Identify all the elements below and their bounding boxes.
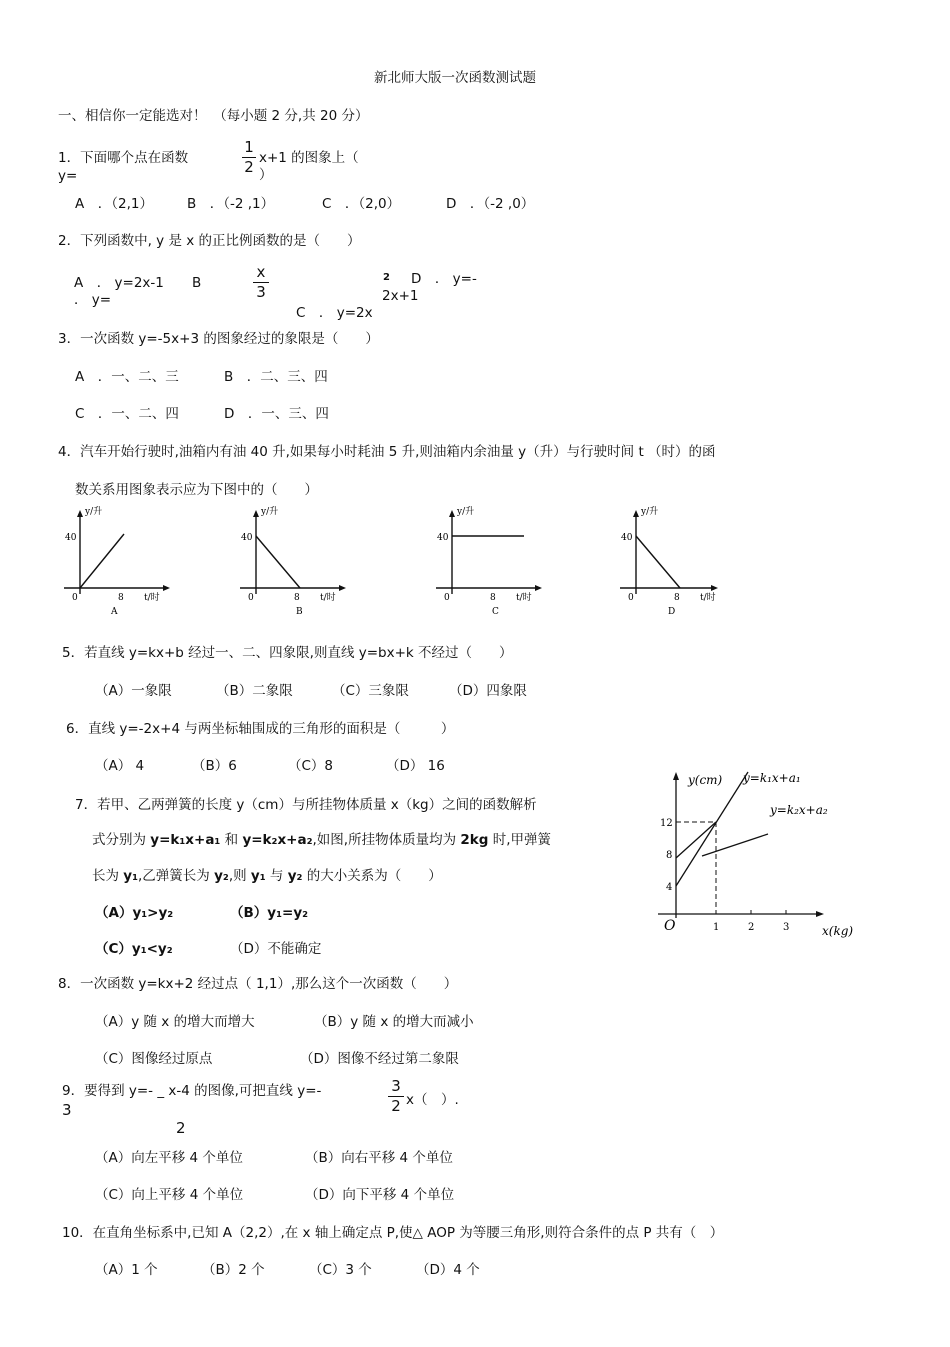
q3-option-d: D ．一、三、四	[224, 406, 329, 422]
q1-tail: x+1 的图象上（	[259, 150, 359, 166]
q10-option-c: （C）3 个	[309, 1262, 372, 1278]
q7-y1: y₁	[250, 868, 266, 884]
q6-option-a: （A） 4	[95, 758, 145, 774]
x-axis-label: t/时	[516, 593, 532, 603]
q7-text: 的大小关系为（ ）	[302, 868, 442, 884]
x-axis-label: t/时	[320, 593, 336, 603]
graph-line	[80, 534, 124, 588]
q2-option-c: C ． y=2x	[296, 305, 373, 321]
q1-option-d: D ．（-2 ,0）	[446, 196, 535, 212]
q8-option-b: （B）y 随 x 的增大而减小	[314, 1014, 474, 1030]
graph-caption: A	[111, 607, 118, 617]
graph-caption: B	[296, 607, 303, 617]
q1-option-a: A ．（2,1）	[75, 196, 153, 212]
q4-stem-line1: 4．汽车开始行驶时,油箱内有油 40 升,如果每小时耗油 5 升,则油箱内余油量 y（升）与行驶时间 t （时）的函	[58, 444, 716, 460]
q7-stem-line2	[92, 832, 551, 848]
q5-stem: 5．若直线 y=kx+b 经过一、二、四象限,则直线 y=bx+k 不经过（ ）	[62, 645, 513, 661]
q1-option-b: B ．（-2 ,1）	[187, 196, 275, 212]
q7-text: 式分别为	[92, 832, 151, 848]
x-tick-3: 3	[783, 922, 790, 933]
y-tick-12: 12	[660, 818, 673, 829]
q4-graph-b	[236, 502, 356, 620]
y-axis-label: y(cm)	[688, 773, 723, 787]
y-tick-40: 40	[241, 533, 253, 543]
q6-option-d: （D） 16	[386, 758, 445, 774]
q7-eq1: y=k₁x+a₁	[150, 832, 221, 848]
q6-option-c: （C）8	[288, 758, 334, 774]
line-k2	[702, 834, 768, 856]
q2-option-d: D ． y=-	[411, 271, 477, 287]
q9-fraction	[388, 1078, 404, 1116]
q2-fraction	[253, 264, 269, 302]
line2-label: y=k₂x+a₂	[770, 803, 828, 817]
x-tick-8: 8	[490, 593, 496, 603]
q2-frac-den: 3	[256, 283, 266, 302]
q8-stem: 8．一次函数 y=kx+2 经过点（ 1,1）,那么这个一次函数（ ）	[58, 976, 458, 992]
q7-y1: y₁	[123, 868, 139, 884]
q10-option-d: （D）4 个	[416, 1262, 480, 1278]
x-axis-arrow	[816, 911, 824, 917]
q2-option-b: B	[192, 275, 202, 291]
q7-text: ,如图,所挂物体质量均为	[312, 832, 461, 848]
q9-stray-3: 3	[62, 1101, 72, 1119]
x-axis-arrow	[163, 585, 170, 591]
q10-stem: 10．在直角坐标系中,已知 A（2,2）,在 x 轴上确定点 P,使△ AOP 为等腰三角形,则符合条件的点 P 共有（ ）	[62, 1225, 724, 1241]
origin-label: 0	[72, 593, 78, 603]
graph-caption: C	[492, 607, 499, 617]
q7-text: ,则	[228, 868, 251, 884]
q7-text: ,乙弹簧长为	[138, 868, 215, 884]
q4-graph-c	[432, 502, 552, 620]
q7-y2: y₂	[287, 868, 303, 884]
q7-mass: 2kg	[460, 832, 489, 848]
q7-text: 与	[265, 868, 288, 884]
q7-option-b: （B）y₁=y₂	[230, 905, 309, 921]
origin-label: 0	[248, 593, 254, 603]
x-tick-8: 8	[294, 593, 300, 603]
x-tick-8: 8	[118, 593, 124, 603]
q4-graph-d	[616, 502, 736, 620]
q2-option-a: A ． y=2x-1	[74, 275, 164, 291]
origin-label: 0	[628, 593, 634, 603]
q3-option-b: B ．二、三、四	[224, 369, 328, 385]
y-axis-arrow	[253, 510, 259, 517]
q1-y-eq: y=	[58, 168, 78, 184]
y-axis-arrow	[77, 510, 83, 517]
q6-option-b: （B）6	[192, 758, 237, 774]
q7-stem-line3	[92, 868, 442, 884]
line1-label: y=k₁x+a₁	[743, 771, 801, 785]
section-heading: 一、相信你一定能选对！ （每小题 2 分,共 20 分）	[58, 108, 369, 124]
y-axis-arrow	[673, 772, 679, 780]
q9-option-a: （A）向左平移 4 个单位	[95, 1150, 243, 1166]
y-axis-arrow	[449, 510, 455, 517]
q1-option-c: C ．（2,0）	[322, 196, 401, 212]
x-tick-1: 1	[713, 922, 720, 933]
y-tick-4: 4	[666, 882, 673, 893]
q7-text: 长为	[92, 868, 124, 884]
x-axis-label: x(kg)	[822, 924, 854, 938]
q2-stem: 2．下列函数中, y 是 x 的正比例函数的是（ ）	[58, 233, 361, 249]
q10-option-b: （B）2 个	[202, 1262, 265, 1278]
q1-frac-num: 1	[244, 138, 254, 156]
q3-option-c: C ．一、二、四	[75, 406, 179, 422]
y-axis-label: y/升	[261, 507, 279, 517]
q9-option-d: （D）向下平移 4 个单位	[305, 1187, 455, 1203]
y-axis-label: y/升	[85, 507, 103, 517]
x-tick-2: 2	[748, 922, 755, 933]
q1-close: ）	[259, 167, 273, 183]
y-tick-40: 40	[65, 533, 77, 543]
q5-option-b: （B）二象限	[216, 683, 293, 699]
q9-option-b: （B）向右平移 4 个单位	[305, 1150, 453, 1166]
x-axis-arrow	[711, 585, 718, 591]
y-tick-40: 40	[437, 533, 449, 543]
q5-option-d: （D）四象限	[449, 683, 527, 699]
q6-stem: 6．直线 y=-2x+4 与两坐标轴围成的三角形的面积是（ ）	[66, 721, 455, 737]
y-axis-label: y/升	[457, 507, 475, 517]
q2-option-b-eq: ． y=	[74, 292, 112, 308]
line-k2-left	[676, 822, 716, 858]
q7-text: 和	[220, 832, 243, 848]
x-tick-8: 8	[674, 593, 680, 603]
q2-option-d-den: 2x+1	[382, 288, 419, 304]
q9-stem: 9．要得到 y=- _ x-4 的图像,可把直线 y=-	[62, 1083, 322, 1099]
q8-option-a: （A）y 随 x 的增大而增大	[95, 1014, 255, 1030]
page-title: 新北师大版一次函数测试题	[374, 70, 536, 86]
q2-frac-num: x	[256, 263, 266, 281]
graph-caption: D	[668, 607, 676, 617]
q7-eq2: y=k₂x+a₂	[242, 832, 313, 848]
q8-option-c: （C）图像经过原点	[95, 1051, 213, 1067]
q9-option-c: （C）向上平移 4 个单位	[95, 1187, 244, 1203]
q7-text: 时,甲弹簧	[488, 832, 551, 848]
q7-option-c: （C）y₁<y₂	[95, 941, 173, 957]
q5-option-a: （A）一象限	[95, 683, 172, 699]
q8-option-d: （D）图像不经过第二象限	[300, 1051, 459, 1067]
q3-stem: 3．一次函数 y=-5x+3 的图象经过的象限是（ ）	[58, 331, 379, 347]
q7-spring-graph	[648, 762, 863, 942]
q7-option-a: （A）y₁>y₂	[95, 905, 174, 921]
x-axis-label: t/时	[144, 593, 160, 603]
x-axis-arrow	[535, 585, 542, 591]
x-axis-label: t/时	[700, 593, 716, 603]
origin-label: O	[664, 918, 676, 934]
q1-stem: 1．下面哪个点在函数	[58, 150, 189, 166]
x-axis-arrow	[339, 585, 346, 591]
q1-fraction	[242, 139, 256, 177]
y-tick-40: 40	[621, 533, 633, 543]
q7-stem-line1: 7．若甲、乙两弹簧的长度 y（cm）与所挂物体质量 x（kg）之间的函数解析	[75, 797, 537, 813]
q7-option-d: （D）不能确定	[230, 941, 322, 957]
graph-line	[636, 536, 680, 588]
y-tick-8: 8	[666, 850, 673, 861]
q5-option-c: （C）三象限	[332, 683, 409, 699]
q9-tail: x（ ）.	[406, 1092, 459, 1108]
y-axis-arrow	[633, 510, 639, 517]
q10-option-a: （A）1 个	[95, 1262, 158, 1278]
line-k1	[676, 772, 748, 886]
q1-frac-den: 2	[244, 158, 254, 177]
q3-option-a: A ．一、二、三	[75, 369, 179, 385]
q9-frac-num: 3	[391, 1077, 401, 1095]
q4-stem-line2: 数关系用图象表示应为下图中的（ ）	[75, 482, 318, 498]
y-axis-label: y/升	[641, 507, 659, 517]
q9-stray-2: 2	[176, 1119, 186, 1137]
q9-frac-den: 2	[391, 1097, 401, 1116]
graph-line	[256, 536, 300, 588]
q4-graph-a	[60, 502, 180, 620]
q2-option-d-sup: 2	[383, 272, 390, 283]
origin-label: 0	[444, 593, 450, 603]
q7-y2: y₂	[214, 868, 229, 884]
